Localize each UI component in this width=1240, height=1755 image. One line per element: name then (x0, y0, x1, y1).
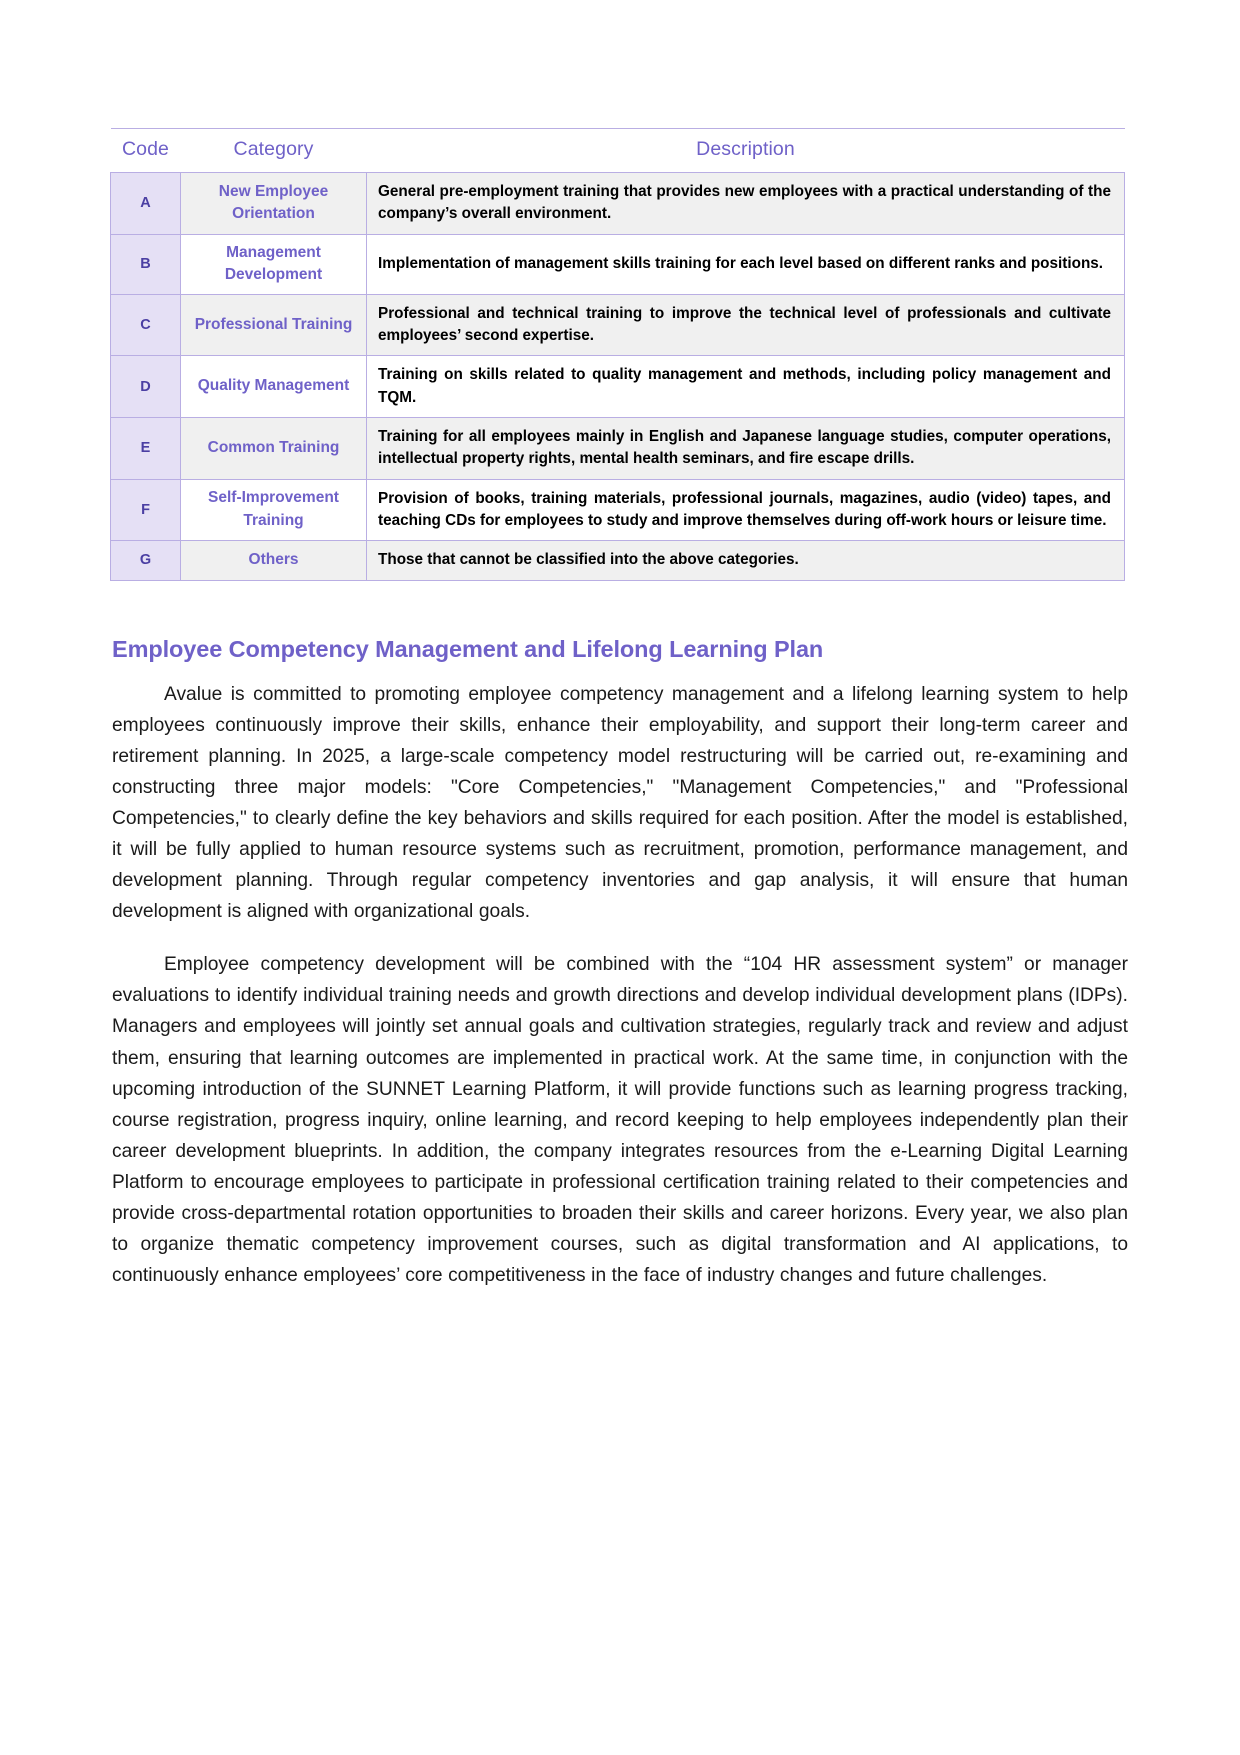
table-row (111, 541, 1125, 580)
cell-code: A (111, 173, 181, 235)
table-row (111, 417, 1125, 479)
cell-description: Training for all employees mainly in English and Japanese language studies, computer operations, intellectual property rights, mental health seminars, and fire escape drills. (367, 417, 1125, 479)
table-row (111, 294, 1125, 356)
cell-code: E (111, 417, 181, 479)
column-header-code: Code (111, 129, 181, 173)
table-header-row (111, 129, 1125, 173)
cell-category: Others (181, 541, 367, 580)
cell-code: F (111, 479, 181, 541)
cell-category: Self-Improvement Training (181, 479, 367, 541)
body-paragraph-1: Avalue is committed to promoting employee competency management and a lifelong learning system to help employees continuously improve their skills, enhance their employability, and support their long-term career and retirement planning. In 2025, a large-scale competency model restructuring will be carried out, re-examining and constructing three major models: "Core Competencies," "Management Competencies," and "Professional Competencies," to clearly define the key behaviors and skills required for each position. After the model is established, it will be fully applied to human resource systems such as recruitment, promotion, performance management, and development planning. Through regular competency inventories and gap analysis, it will ensure that human development is aligned with organizational goals. (112, 683, 1128, 923)
table-row (111, 173, 1125, 235)
cell-category: Quality Management (181, 356, 367, 418)
cell-description: Those that cannot be classified into the above categories. (367, 541, 1125, 580)
cell-description: Implementation of management skills training for each level based on different ranks and positions. (367, 234, 1125, 294)
cell-category: Management Development (181, 234, 367, 294)
column-header-category: Category (181, 129, 367, 173)
cell-description: Training on skills related to quality management and methods, including policy management and TQM. (367, 356, 1125, 418)
cell-description: Provision of books, training materials, professional journals, magazines, audio (video) tapes, and teaching CDs for employees to study and improve themselves during off-work hours or leisure time. (367, 479, 1125, 541)
cell-code: B (111, 234, 181, 294)
table-header (111, 129, 1125, 173)
table-row (111, 356, 1125, 418)
training-category-table (110, 128, 1125, 581)
cell-category: New Employee Orientation (181, 173, 367, 235)
section-heading: Employee Competency Management and Lifelong Learning Plan (112, 635, 824, 662)
cell-description: Professional and technical training to improve the technical level of professionals and cultivate employees’ second expertise. (367, 294, 1125, 356)
cell-description: General pre-employment training that provides new employees with a practical understanding of the company’s overall environment. (367, 173, 1125, 235)
body-paragraph-2: Employee competency development will be combined with the “104 HR assessment system” or manager evaluations to identify individual training needs and growth directions and develop individual development plans (IDPs). Managers and employees will jointly set annual goals and cultivation strategies, regularly track and review and adjust them, ensuring that learning outcomes are implemented in practical work. At the same time, in conjunction with the upcoming introduction of the SUNNET Learning Platform, it will provide functions such as learning progress tracking, course registration, progress inquiry, online learning, and record keeping to help employees independently plan their career development blueprints. In addition, the company integrates resources from the e-Learning Digital Learning Platform to encourage employees to participate in professional certification training related to their competencies and provide cross-departmental rotation opportunities to broaden their skills and career horizons. Every year, we also plan to organize thematic competency improvement courses, such as digital transformation and AI applications, to continuously enhance employees’ core competitiveness in the face of industry changes and future challenges. (112, 954, 1128, 1287)
table-row (111, 479, 1125, 541)
table-body (111, 173, 1125, 581)
cell-category: Common Training (181, 417, 367, 479)
table-row (111, 234, 1125, 294)
cell-code: C (111, 294, 181, 356)
column-header-description: Description (367, 129, 1125, 173)
cell-code: D (111, 356, 181, 418)
cell-code: G (111, 541, 181, 580)
cell-category: Professional Training (181, 294, 367, 356)
